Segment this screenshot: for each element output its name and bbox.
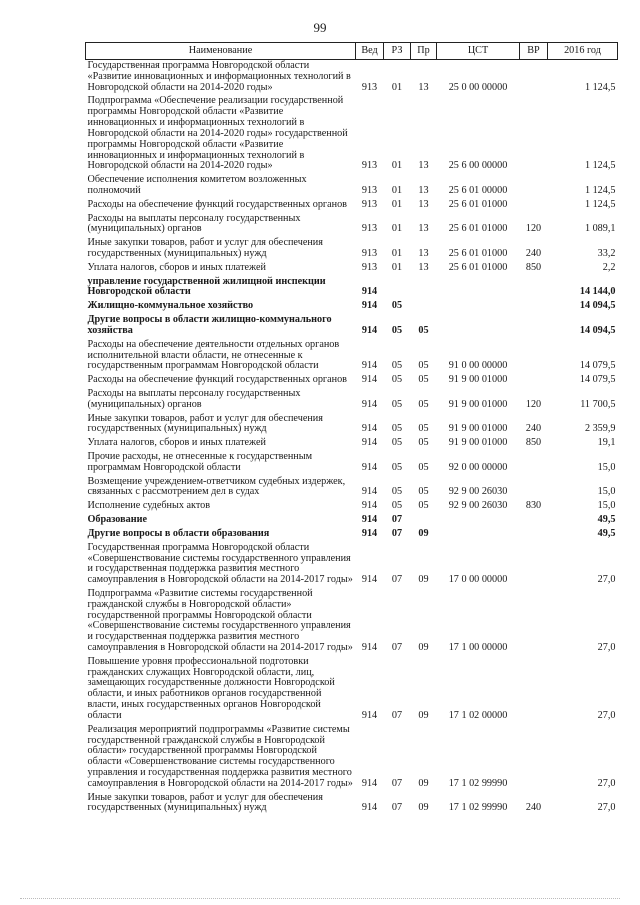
cell-pr: 05 <box>418 360 429 372</box>
cell-ved: 914 <box>361 514 378 526</box>
cell-amount: 1 089,1 <box>584 223 616 235</box>
table-row <box>86 339 618 374</box>
cell-cst: 25 6 01 00000 <box>448 184 508 196</box>
cell-cst: 17 1 02 99990 <box>448 777 508 789</box>
cell-cst: 91 0 00 00000 <box>448 360 508 372</box>
cell-rz: 05 <box>391 398 403 410</box>
cell-name: Исполнение судебных актов <box>87 500 211 512</box>
cell-pr: 05 <box>418 423 429 435</box>
cell-rz: 07 <box>391 574 403 586</box>
table-row <box>86 528 618 542</box>
table-row <box>86 95 618 174</box>
cell-cst: 25 6 00 00000 <box>448 160 508 172</box>
cell-amount: 27,0 <box>597 642 616 653</box>
cell-name: Уплата налогов, сборов и иных платежей <box>87 437 266 449</box>
cell-vr <box>520 95 548 174</box>
cell-rz: 05 <box>391 374 403 386</box>
cell-name: Обеспечение исполнения комитетом возложенных полномочий <box>87 174 307 196</box>
cell-rz: 01 <box>391 184 403 196</box>
cell-name: Уплата налогов, сборов и иных платежей <box>87 261 266 273</box>
cell-pr: 05 <box>418 500 429 512</box>
cell-ved: 914 <box>361 642 378 653</box>
cell-ved: 913 <box>361 160 378 172</box>
table-row <box>86 300 618 314</box>
cell-name: Реализация мероприятий подпрограммы «Развитие системы государственной гражданской службы в Новгородской области» государственной программы Новгородской области «Совершенствование системы государственного управления и государственная поддержка развития местного самоуправления в Новгородской области на 2014-2017 годы» <box>87 723 353 789</box>
cell-rz: 01 <box>391 81 403 93</box>
scan-artifact-line <box>20 897 620 899</box>
cell-pr: 13 <box>418 198 429 210</box>
table-row <box>86 476 618 501</box>
table-row <box>86 237 618 262</box>
cell-rz: 07 <box>391 802 403 814</box>
table-row <box>86 500 618 514</box>
cell-amount: 2,2 <box>602 261 616 273</box>
cell-ved: 913 <box>361 184 378 196</box>
cell-pr: 09 <box>418 709 429 721</box>
cell-amount: 14 079,5 <box>579 360 616 372</box>
cell-amount: 19,1 <box>597 437 616 449</box>
cell-name: Другие вопросы в области жилищно-коммунального хозяйства <box>87 314 332 336</box>
cell-ved: 914 <box>361 374 378 386</box>
cell-amount: 14 094,5 <box>579 324 616 336</box>
cell-pr: 09 <box>418 527 429 539</box>
cell-amount: 49,5 <box>597 514 616 526</box>
cell-vr: 850 <box>525 437 542 449</box>
cell-amount: 14 094,5 <box>579 300 616 312</box>
cell-name: Другие вопросы в области образования <box>87 527 270 539</box>
cell-vr <box>520 528 548 542</box>
cell-amount: 1 124,5 <box>584 160 616 172</box>
cell-amount: 14 144,0 <box>579 286 616 298</box>
cell-pr: 09 <box>418 642 429 653</box>
cell-vr: 240 <box>525 802 542 814</box>
cell-amount: 1 124,5 <box>584 198 616 210</box>
cell-cst: 91 9 00 01000 <box>448 423 508 435</box>
cell-pr: 05 <box>418 437 429 449</box>
cell-vr <box>520 314 548 339</box>
cell-ved: 914 <box>361 527 378 539</box>
cell-rz: 01 <box>391 160 403 172</box>
header-pr: Пр <box>411 43 437 60</box>
table-row <box>86 792 618 817</box>
cell-vr <box>520 300 548 314</box>
cell-pr: 13 <box>418 184 429 196</box>
table-row <box>86 60 618 96</box>
table-row <box>86 724 618 792</box>
cell-pr: 09 <box>418 802 429 814</box>
cell-rz: 05 <box>391 437 403 449</box>
cell-name: Расходы на выплаты персоналу государственных (муниципальных) органов <box>87 212 301 235</box>
cell-ved: 914 <box>361 486 378 498</box>
cell-name: Возмещение учреждением-ответчиком судебных издержек, связанных с рассмотрением дел в судах <box>87 475 346 498</box>
cell-cst: 25 0 00 00000 <box>448 81 508 93</box>
cell-cst: 25 6 01 01000 <box>448 261 508 273</box>
cell-vr: 120 <box>525 223 542 235</box>
cell-pr <box>411 300 437 314</box>
table-header-row <box>86 43 618 60</box>
cell-ved: 914 <box>361 437 378 449</box>
cell-pr: 05 <box>418 324 429 336</box>
cell-rz: 01 <box>391 223 403 235</box>
cell-amount: 2 359,9 <box>584 423 616 435</box>
cell-ved: 914 <box>361 709 378 721</box>
cell-amount: 27,0 <box>597 802 616 814</box>
cell-cst: 25 6 01 01000 <box>448 198 508 210</box>
cell-ved: 913 <box>361 248 378 259</box>
cell-name: управление государственной жилищной инспекции Новгородской области <box>87 275 326 298</box>
table-row <box>86 388 618 413</box>
cell-amount: 27,0 <box>597 709 616 721</box>
cell-name: Государственная программа Новгородской области «Развитие инновационных и информационных технологий в Новгородской области на 2014-2020 годы» <box>87 60 351 93</box>
cell-cst: 91 9 00 01000 <box>448 398 508 410</box>
cell-amount: 15,0 <box>597 461 616 473</box>
cell-amount: 27,0 <box>597 777 616 789</box>
cell-pr: 05 <box>418 398 429 410</box>
table-row <box>86 542 618 588</box>
cell-cst: 17 1 00 00000 <box>448 642 508 653</box>
cell-rz: 01 <box>391 198 403 210</box>
cell-vr <box>520 451 548 476</box>
cell-ved: 914 <box>361 500 378 512</box>
cell-cst: 92 9 00 26030 <box>448 486 508 498</box>
cell-vr: 240 <box>525 423 542 435</box>
cell-rz: 07 <box>391 642 403 653</box>
cell-cst <box>437 514 520 528</box>
table-row <box>86 276 618 301</box>
cell-ved: 913 <box>361 223 378 235</box>
cell-rz: 05 <box>391 423 403 435</box>
cell-vr: 240 <box>525 248 542 259</box>
cell-name: Иные закупки товаров, работ и услуг для обеспечения государственных (муниципальных) нужд <box>87 412 323 435</box>
cell-pr: 13 <box>418 223 429 235</box>
cell-amount: 11 700,5 <box>580 398 616 410</box>
cell-rz: 07 <box>391 514 403 526</box>
cell-ved: 914 <box>361 461 378 473</box>
cell-amount: 1 124,5 <box>584 184 616 196</box>
cell-amount: 14 079,5 <box>579 374 616 386</box>
cell-ved: 913 <box>361 261 378 273</box>
cell-pr: 09 <box>418 777 429 789</box>
cell-amount: 33,2 <box>597 248 616 259</box>
cell-rz: 05 <box>391 360 403 372</box>
cell-ved: 914 <box>361 574 378 586</box>
table-row <box>86 213 618 238</box>
cell-name: Иные закупки товаров, работ и услуг для обеспечения государственных (муниципальных) нужд <box>87 791 323 814</box>
cell-name: Подпрограмма «Развитие системы государственной гражданской службы в Новгородской области» государственной программы Новгородской области «Совершенствование системы государственного управления и государственная поддержка развития местного самоуправления в Новгородской области на 2014-2017 годы» <box>87 587 353 653</box>
cell-name: Иные закупки товаров, работ и услуг для обеспечения государственных (муниципальных) нужд <box>87 237 323 259</box>
table-row <box>86 437 618 451</box>
table-row <box>86 199 618 213</box>
cell-vr <box>520 276 548 301</box>
cell-vr <box>520 174 548 199</box>
cell-pr <box>411 276 437 301</box>
cell-pr <box>411 514 437 528</box>
cell-amount: 15,0 <box>597 500 616 512</box>
cell-name: Расходы на обеспечение функций государственных органов <box>87 374 347 386</box>
cell-pr: 13 <box>418 160 429 172</box>
table-row <box>86 514 618 528</box>
cell-amount: 27,0 <box>597 574 616 586</box>
cell-amount: 1 124,5 <box>584 81 616 93</box>
table-row <box>86 656 618 724</box>
table-row <box>86 413 618 438</box>
cell-cst: 91 9 00 01000 <box>448 374 508 386</box>
cell-rz <box>384 276 411 301</box>
cell-vr <box>520 339 548 374</box>
cell-rz: 05 <box>391 461 403 473</box>
cell-name: Жилищно-коммунальное хозяйство <box>87 300 254 312</box>
cell-name: Образование <box>87 514 148 526</box>
cell-pr: 09 <box>418 574 429 586</box>
cell-pr: 05 <box>418 486 429 498</box>
cell-pr: 13 <box>418 81 429 93</box>
cell-ved: 913 <box>361 81 378 93</box>
header-ved: Вед <box>356 43 384 60</box>
header-year: 2016 год <box>548 43 618 60</box>
cell-cst: 17 1 02 99990 <box>448 802 508 814</box>
header-rz: РЗ <box>384 43 411 60</box>
cell-vr: 120 <box>525 398 542 410</box>
cell-name: Расходы на обеспечение деятельности отдельных органов исполнительной власти области, не отнесенные к государственным программам Новгородской области <box>87 338 340 372</box>
table-row <box>86 314 618 339</box>
cell-cst: 91 9 00 01000 <box>448 437 508 449</box>
cell-cst: 25 6 01 01000 <box>448 223 508 235</box>
cell-vr <box>520 374 548 388</box>
cell-pr: 13 <box>418 248 429 259</box>
cell-vr: 830 <box>525 500 542 512</box>
cell-rz: 01 <box>391 248 403 259</box>
cell-rz: 07 <box>391 527 403 539</box>
cell-ved: 914 <box>361 802 378 814</box>
cell-vr <box>520 724 548 792</box>
cell-ved: 914 <box>361 300 378 312</box>
cell-rz: 07 <box>391 709 403 721</box>
cell-amount: 15,0 <box>597 486 616 498</box>
cell-name: Прочие расходы, не отнесенные к государственным программам Новгородской области <box>87 451 313 473</box>
cell-rz: 01 <box>391 261 403 273</box>
table-body <box>86 60 618 817</box>
cell-vr <box>520 656 548 724</box>
cell-name: Государственная программа Новгородской области «Совершенствование системы государственного управления и государственная поддержка развития местного самоуправления в Новгородской области на 2014-2017 годы» <box>87 541 353 586</box>
cell-ved: 914 <box>361 423 378 435</box>
cell-ved: 914 <box>361 398 378 410</box>
cell-ved: 913 <box>361 198 378 210</box>
table-row <box>86 451 618 476</box>
cell-vr: 850 <box>525 261 542 273</box>
header-name: Наименование <box>86 43 356 60</box>
budget-table <box>85 42 618 816</box>
cell-rz: 05 <box>391 500 403 512</box>
cell-rz: 05 <box>391 300 403 312</box>
cell-cst <box>437 276 520 301</box>
page-number: 99 <box>313 20 327 35</box>
cell-ved: 914 <box>361 360 378 372</box>
cell-cst: 17 0 00 00000 <box>448 574 508 586</box>
cell-vr <box>520 542 548 588</box>
cell-name: Расходы на выплаты персоналу государственных (муниципальных) органов <box>87 387 301 410</box>
cell-ved: 914 <box>361 324 378 336</box>
cell-pr: 13 <box>418 261 429 273</box>
cell-amount: 49,5 <box>597 527 616 539</box>
table-row <box>86 374 618 388</box>
cell-name: Повышение уровня профессиональной подготовки гражданских служащих Новгородской области, лиц, замещающих государственные должности Новгородской области, и иных работников органов государственной власти, иных государственных органов Новгородской области <box>87 655 335 721</box>
cell-ved: 914 <box>361 286 378 298</box>
cell-cst <box>437 528 520 542</box>
cell-vr <box>520 60 548 96</box>
header-cst: ЦСТ <box>437 43 520 60</box>
cell-cst <box>437 300 520 314</box>
cell-name: Расходы на обеспечение функций государственных органов <box>87 198 347 210</box>
cell-pr: 05 <box>418 461 429 473</box>
cell-ved: 914 <box>361 777 378 789</box>
table-row <box>86 174 618 199</box>
cell-cst <box>437 314 520 339</box>
cell-rz: 05 <box>391 486 403 498</box>
cell-pr: 05 <box>418 374 429 386</box>
header-vr: ВР <box>520 43 548 60</box>
table-row <box>86 262 618 276</box>
cell-cst: 92 9 00 26030 <box>448 500 508 512</box>
cell-vr <box>520 514 548 528</box>
cell-name: Подпрограмма «Обеспечение реализации государственной программы Новгородской области «Развитие инновационных и информационных технологий в Новгородской области на 2014-2020 годы» государственной программы Новгородской области «Развитие инновационных и информационных технологий в Новгородской области на 2014-2020 годы» <box>87 95 348 172</box>
cell-cst: 17 1 02 00000 <box>448 709 508 721</box>
cell-vr <box>520 199 548 213</box>
cell-vr <box>520 476 548 501</box>
cell-vr <box>520 588 548 656</box>
cell-cst: 25 6 01 01000 <box>448 248 508 259</box>
cell-rz: 05 <box>391 324 403 336</box>
table-row <box>86 588 618 656</box>
cell-cst: 92 0 00 00000 <box>448 461 508 473</box>
cell-rz: 07 <box>391 777 403 789</box>
